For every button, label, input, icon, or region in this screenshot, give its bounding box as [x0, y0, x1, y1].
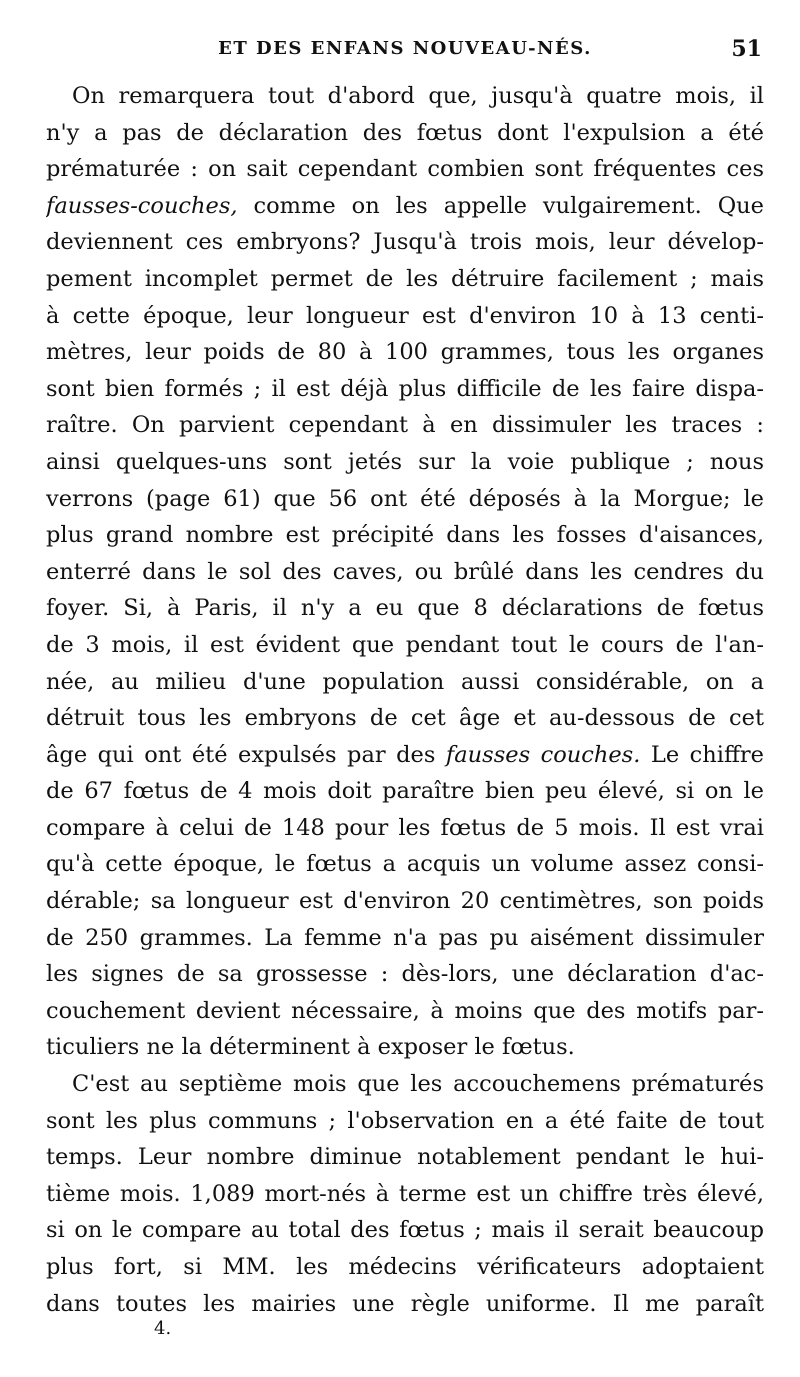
text-line: temps. Leur nombre diminue notablement pendant le hui- — [46, 1144, 764, 1171]
text-line: raître. On parvient cependant à en dissimuler les traces : — [46, 412, 764, 439]
text-line: dans toutes les mairies une règle uniforme. Il me paraît — [46, 1290, 764, 1317]
text-line: à cette époque, leur longueur est d'environ 10 à 13 centi- — [46, 302, 764, 329]
text-line: enterré dans le sol des caves, ou brûlé dans les cendres du — [46, 558, 764, 585]
text-line: détruit tous les embryons de cet âge et au-dessous de cet — [46, 705, 764, 732]
text-line: mètres, leur poids de 80 à 100 grammes, tous les organes — [46, 339, 764, 366]
italic-term: fausses-couches, — [46, 192, 238, 219]
text-line: de 67 fœtus de 4 mois doit paraître bien peu élevé, si on le — [46, 778, 764, 805]
running-title: ET DES ENFANS NOUVEAU-NÉS. — [218, 38, 592, 59]
text-line: si on le compare au total des fœtus ; mais il serait beaucoup — [46, 1217, 764, 1244]
signature-mark: 4. — [154, 1318, 172, 1339]
text-line: dérable; sa longueur est d'environ 20 centimètres, son poids — [46, 888, 764, 915]
text-span: comme on les appelle vulgairement. Que — [237, 192, 764, 219]
text-line: née, au milieu d'une population aussi considérable, on a — [46, 668, 764, 695]
text-line: plus grand nombre est précipité dans les fosses d'aisances, — [46, 522, 764, 549]
text-line: n'y a pas de déclaration des fœtus dont l'expulsion a été — [46, 119, 764, 146]
text-line: ticuliers ne la déterminent à exposer le fœtus. — [46, 1034, 575, 1061]
italic-term: fausses couches. — [445, 741, 641, 768]
text-line: couchement devient nécessaire, à moins que des motifs par- — [46, 997, 764, 1024]
text-line: C'est au septième mois que les accouchemens prématurés — [72, 1071, 764, 1098]
paragraph-2 — [46, 1066, 764, 1322]
text-line: sont les plus communs ; l'observation en a été faite de tout — [46, 1107, 764, 1134]
text-line: compare à celui de 148 pour les fœtus de 5 mois. Il est vrai — [46, 814, 764, 841]
text-line: ainsi quelques-uns sont jetés sur la voie publique ; nous — [46, 448, 764, 475]
running-head — [48, 36, 762, 66]
text-line: plus fort, si MM. les médecins vérificateurs adoptaient — [46, 1254, 764, 1280]
text-line — [46, 737, 764, 774]
text-span: Le chiffre — [640, 741, 764, 768]
text-line: prématurée : on sait cependant combien sont fréquentes ces — [46, 156, 764, 183]
body-text — [46, 78, 764, 1322]
text-line: On remarquera tout d'abord que, jusqu'à quatre mois, il — [72, 83, 764, 109]
text-line: sont bien formés ; il est déjà plus difficile de les faire dispa- — [46, 375, 764, 402]
text-line: deviennent ces embryons? Jusqu'à trois mois, leur dévelop- — [46, 229, 764, 256]
text-line: foyer. Si, à Paris, il n'y a eu que 8 déclarations de fœtus — [46, 595, 764, 622]
text-span: âge qui ont été expulsés par des — [46, 741, 446, 768]
text-line: pement incomplet permet de les détruire facilement ; mais — [46, 265, 764, 292]
text-line: de 3 mois, il est évident que pendant tout le cours de l'an- — [46, 631, 764, 658]
text-line: tième mois. 1,089 mort-nés à terme est un chiffre très élevé, — [46, 1180, 764, 1207]
text-line: qu'à cette époque, le fœtus a acquis un volume assez consi- — [46, 851, 764, 878]
text-line: verrons (page 61) que 56 ont été déposés à la Morgue; le — [46, 485, 764, 512]
text-line — [46, 188, 764, 225]
paragraph-1 — [46, 78, 764, 1066]
text-line: de 250 grammes. La femme n'a pas pu aisément dissimuler — [46, 924, 764, 951]
text-line: les signes de sa grossesse : dès-lors, une déclaration d'ac- — [46, 961, 764, 988]
page-number: 51 — [731, 36, 762, 62]
